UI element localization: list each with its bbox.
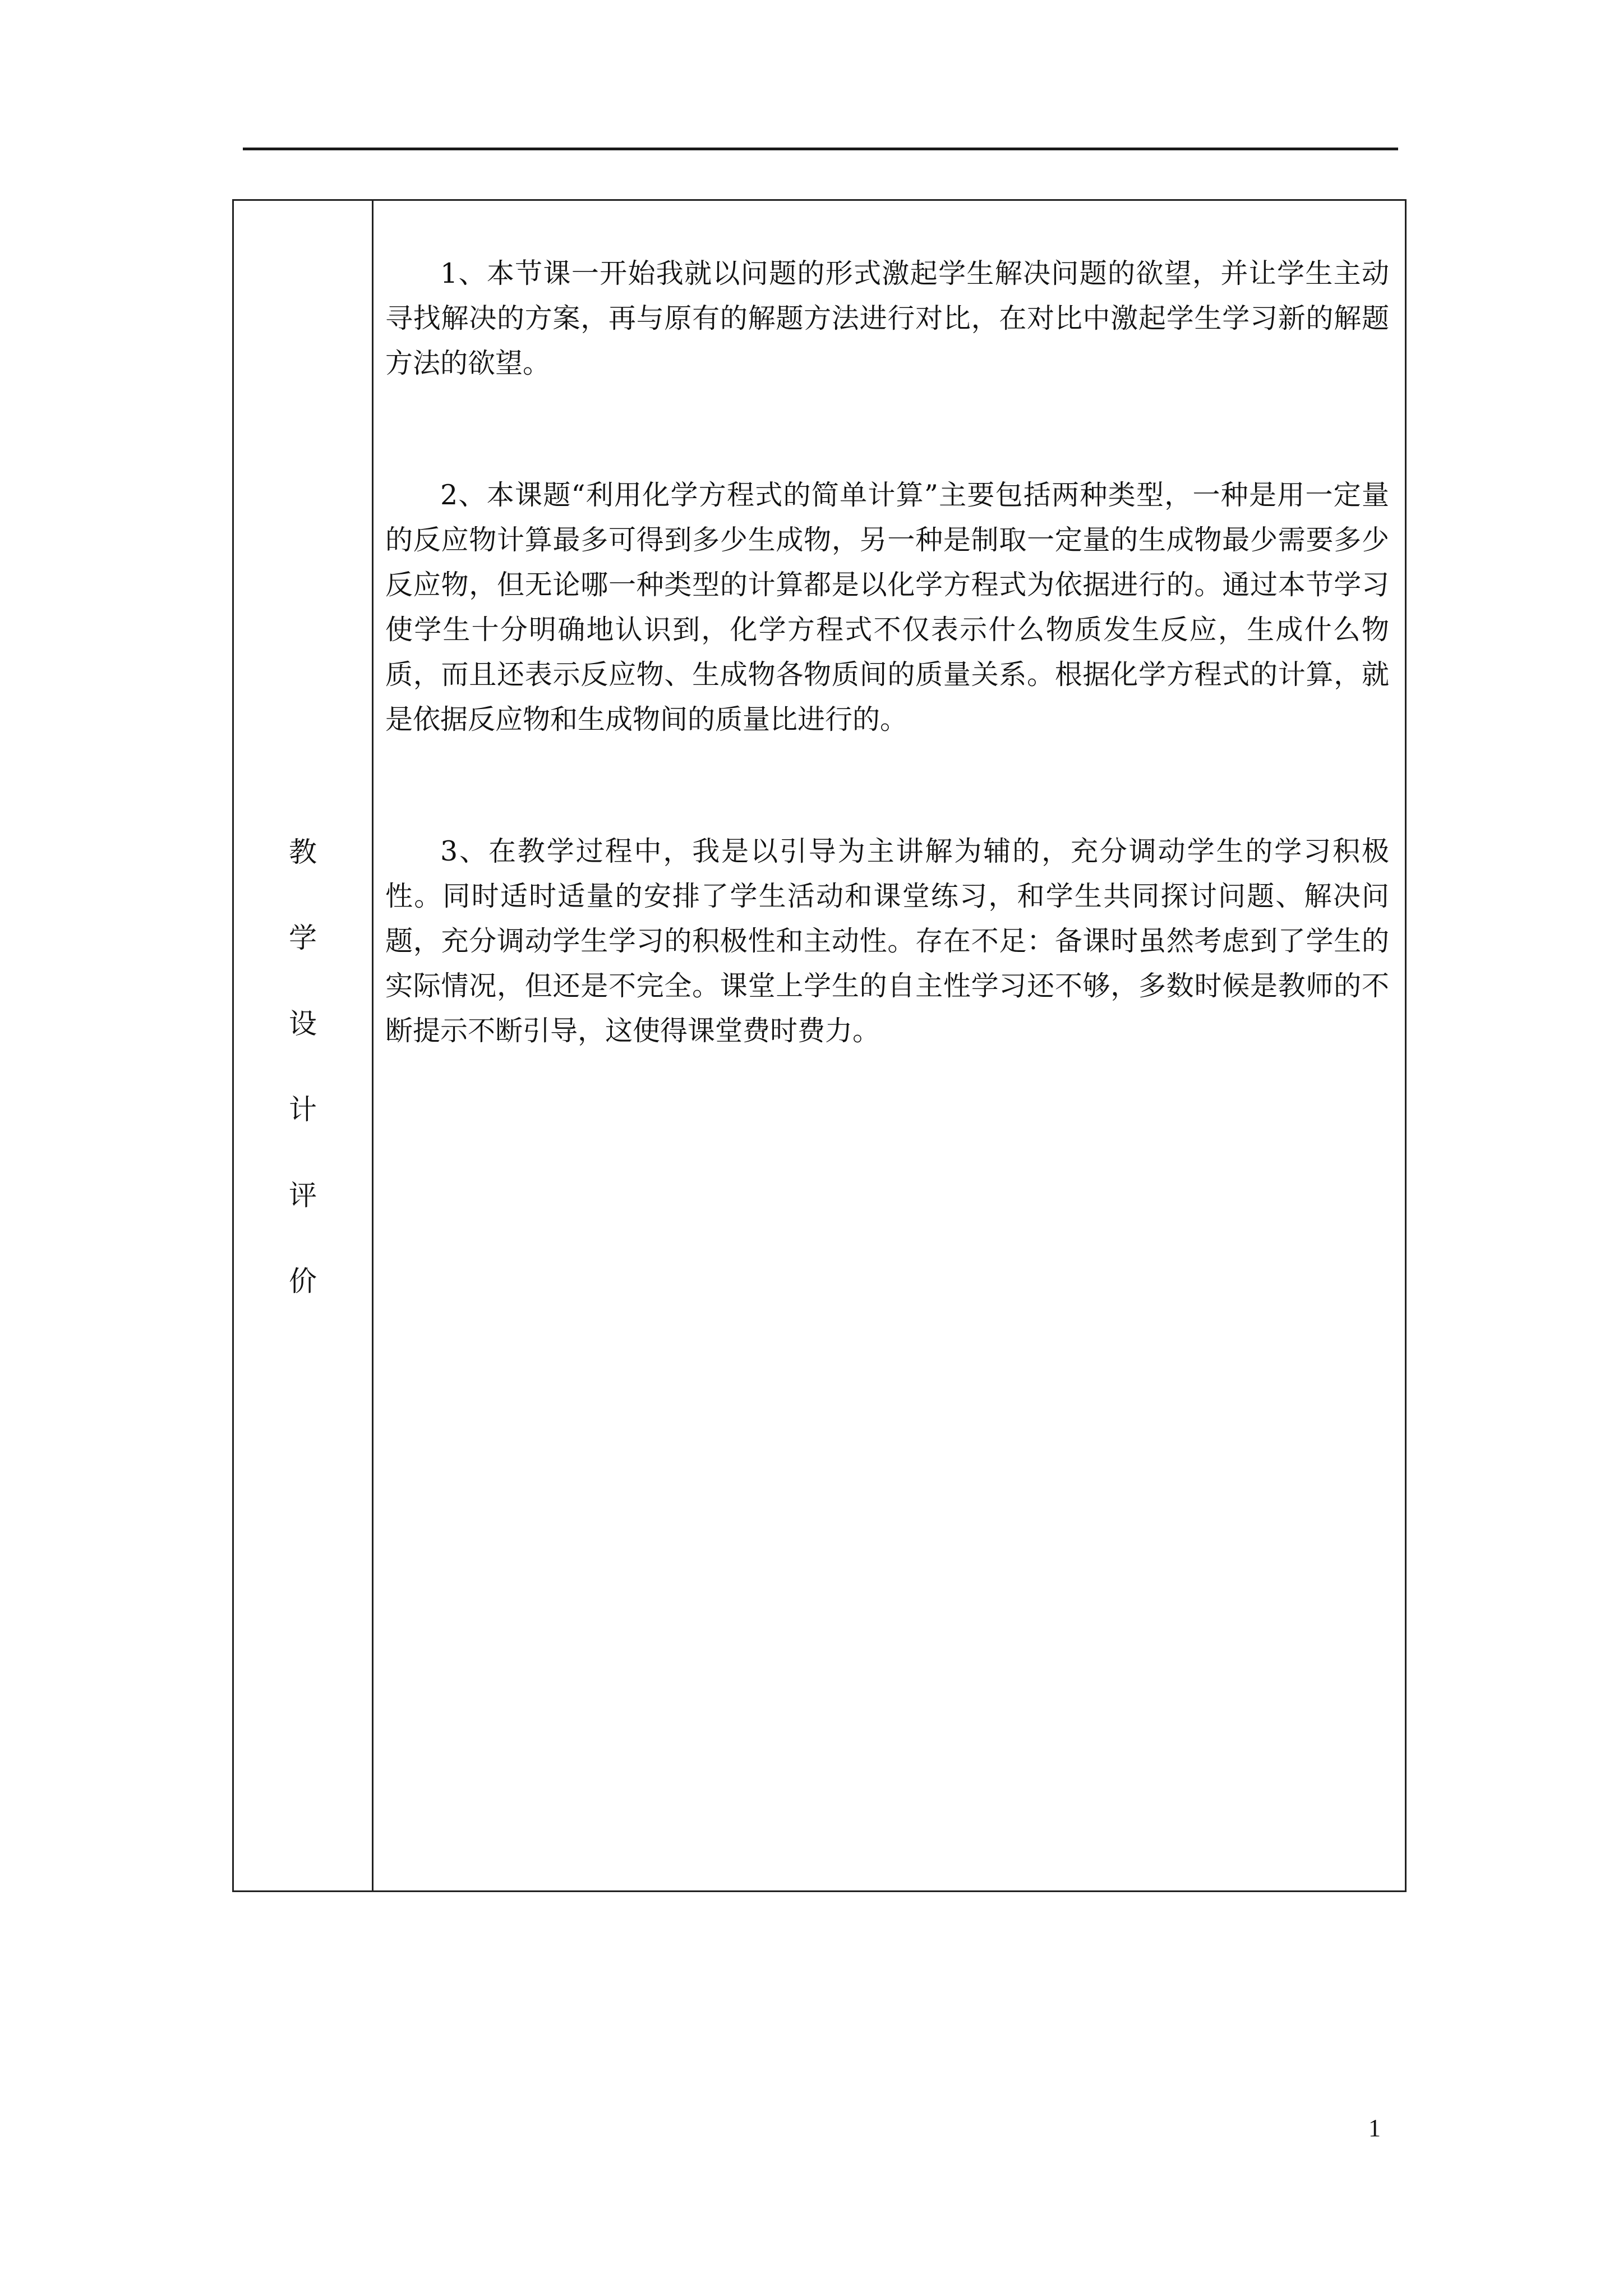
label-char: 价 [289, 1265, 317, 1297]
paragraph-2: 2、本课题“利用化学方程式的简单计算”主要包括两种类型，一种是用一定量的反应物计算最多可得到多少生成物，另一种是制取一定量的生成物最少需要多少反应物，但无论哪一种类型的计算都是以化学方程式为依据进行的。通过本节学习使学生十分明确地认识到，化学方程式不仅表示什么物质发生反应，生成什么物质，而且还表示反应物、生成物各物质间的质量关系。根据化学方程式的计算，就是依据反应物和生成物间的质量比进行的。 [385, 479, 1389, 735]
paragraph-3: 3、在教学过程中，我是以引导为主讲解为辅的，充分调动学生的学习积极性。同时适时适量的安排了学生活动和课堂练习，和学生共同探讨问题、解决问题，充分调动学生学习的积极性和主动性。存在不足：备课时虽然考虑到了学生的实际情况，但还是不完全。课堂上学生的自主性学习还不够，多数时候是教师的不断提示不断引导，这使得课堂费时费力。 [385, 835, 1389, 1047]
label-char: 教 [289, 836, 317, 868]
evaluation-content [385, 251, 1389, 1053]
label-char: 学 [289, 922, 317, 954]
paragraph-1: 1、本节课一开始我就以问题的形式激起学生解决问题的欲望，并让学生主动寻找解决的方案，再与原有的解题方法进行对比，在对比中激起学生学习新的解题方法的欲望。 [385, 257, 1389, 379]
row-label-teaching-design-evaluation [234, 809, 372, 1324]
page-number: 1 [1368, 2114, 1381, 2142]
evaluation-table [232, 199, 1407, 1892]
header-rule [243, 148, 1398, 150]
label-char: 评 [289, 1179, 317, 1212]
label-char: 设 [289, 1007, 317, 1040]
column-divider [372, 201, 374, 1890]
label-char: 计 [289, 1093, 317, 1126]
